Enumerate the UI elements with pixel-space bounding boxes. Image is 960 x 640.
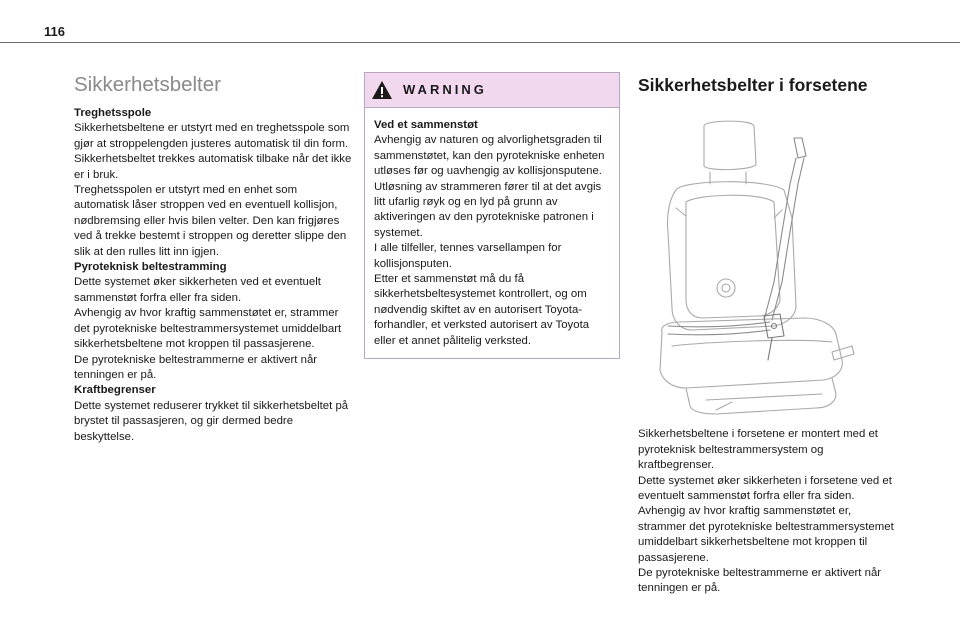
subheading: Pyroteknisk beltestramming bbox=[74, 261, 227, 274]
warning-header bbox=[365, 73, 619, 108]
warning-text: Avhengig av naturen og alvorlighetsgraden til sammenstøtet, kan den pyrotekniske enheten utløses før og uavhengig av kollisjonsputene. Utløsning av strammeren fører til at det avgis litt ufarlig røyk og en lyd på grunn av aktiveringen av den pyrotekniske patronen i systemet. I alle tilfeller, tennes varsellampen for kollisjonsputen. Etter et sammenstøt må du få sikkerhetsbeltesystemet kontrollert, og om nødvendig skiftet av en autorisert Toyota-forhandler, et verksted autorisert av Toyota eller et annet pålitelig verksted. bbox=[374, 134, 605, 347]
page-number: 116 bbox=[44, 24, 65, 39]
warning-subheading: Ved et sammenstøt bbox=[374, 119, 478, 131]
subheading: Treghetsspole bbox=[74, 107, 152, 119]
block-force-limiter bbox=[74, 383, 352, 445]
seat-belt-illustration bbox=[646, 120, 860, 416]
warning-box bbox=[364, 72, 620, 359]
section-title: Sikkerhetsbelter bbox=[74, 73, 221, 96]
warning-label: WARNING bbox=[403, 82, 487, 98]
warning-column bbox=[364, 72, 620, 359]
warning-body bbox=[365, 108, 619, 358]
section-title: Sikkerhetsbelter i forsetene bbox=[638, 75, 868, 95]
block-inertia-reel bbox=[74, 106, 352, 260]
paragraph: Dette systemet reduserer trykket til sikkerhetsbeltet på brystet til passasjeren, og gir dermed bedre beskyttelse. bbox=[74, 399, 349, 443]
subheading: Kraftbegrenser bbox=[74, 384, 156, 397]
paragraph: Sikkerhetsbeltene er utstyrt med en treghetsspole som gjør at stroppelengden justeres automatisk til din form. Sikkerhetsbeltet trekkes automatisk tilbake når det ikke er i bruk. Treghetsspolen er utstyrt med en enhet som automatisk låser stroppen ved en eventuell kollisjon, nødbremsing eller hvis bilen velter. Den kan frigjøres ved å trekke bestemt i stroppen og deretter slippe den slik at den rulles litt inn igjen. bbox=[74, 122, 352, 258]
warning-triangle-icon bbox=[371, 80, 393, 100]
column-front-seatbelts bbox=[638, 72, 898, 597]
header-rule bbox=[0, 42, 960, 43]
paragraph: Sikkerhetsbeltene i forsetene er montert med et pyroteknisk beltestrammersystem og kraftbegrenser. Dette systemet øker sikkerheten i forsetene ved et eventuelt sammenstøt forfra eller fra siden. Avhengig av hvor kraftig sammenstøtet er, strammer det pyrotekniske beltestrammersystemet umiddelbart sikkerhetsbeltene mot kroppen til passasjerene. De pyrotekniske beltestrammerne er aktivert når tenningen er på. bbox=[638, 428, 894, 595]
paragraph: Dette systemet øker sikkerheten ved et eventuelt sammenstøt forfra eller fra siden. Avhengig av hvor kraftig sammenstøtet er, strammer det pyrotekniske beltestrammersystemet umiddelbart sikkerhetsbeltene mot kroppen til passasjerene. De pyrotekniske beltestrammerne er aktivert når tenningen er på. bbox=[74, 276, 342, 381]
block-pyrotechnic-pretensioner bbox=[74, 260, 352, 383]
column-seatbelts bbox=[74, 72, 352, 445]
